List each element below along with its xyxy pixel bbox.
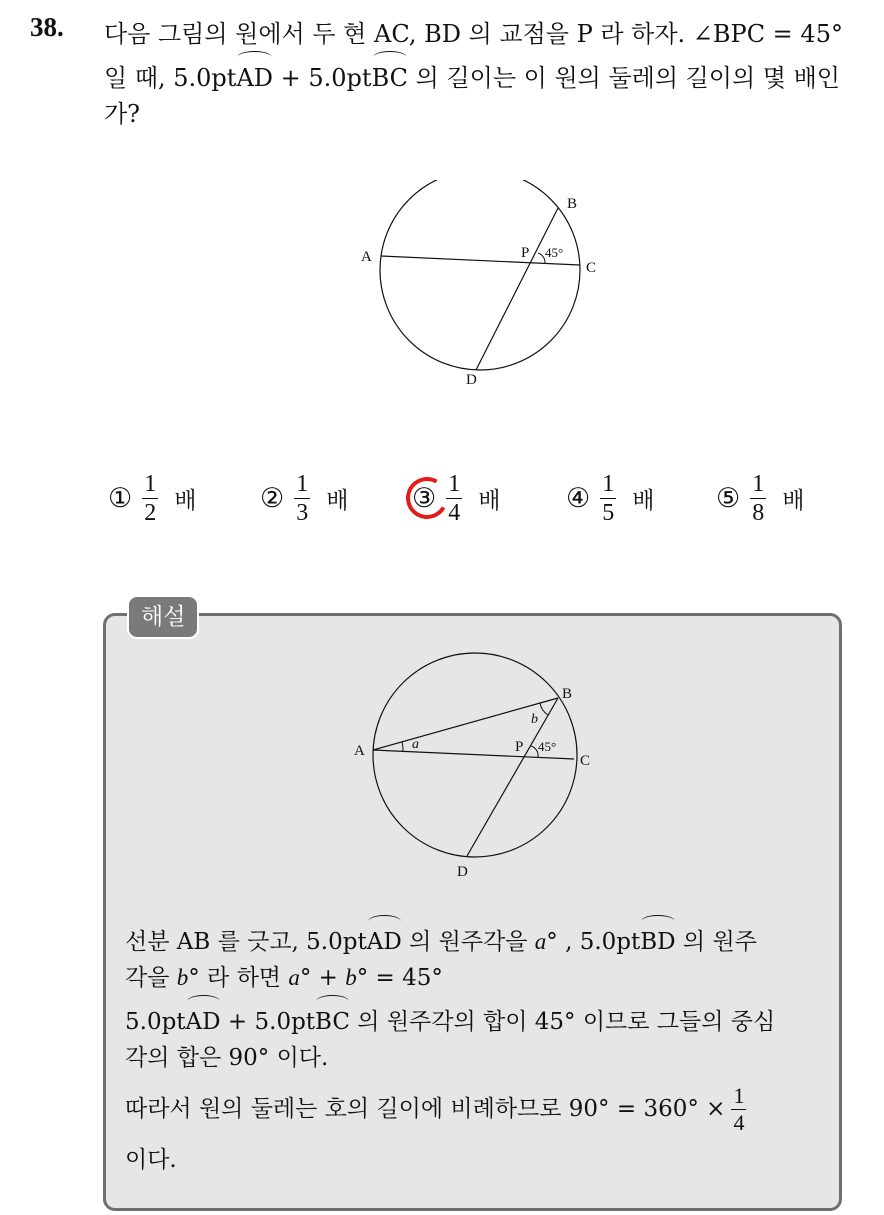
s2-var-b: b xyxy=(176,965,189,990)
s1-mid2: ° , 5.0pt xyxy=(546,929,641,955)
label-d: D xyxy=(457,864,468,880)
solution-line-3 xyxy=(125,998,830,1038)
choice-4-den: 5 xyxy=(602,499,615,526)
angle-b-label: b xyxy=(531,712,538,727)
label-b: B xyxy=(562,686,573,702)
solution-line-1 xyxy=(125,918,830,958)
angle-arc-a xyxy=(402,742,403,751)
choice-1-num: 1 xyxy=(144,470,157,497)
choice-4-marker: ④ xyxy=(566,482,591,514)
choice-1[interactable] xyxy=(108,460,196,536)
angle-arc-b xyxy=(540,703,548,715)
choice-4[interactable] xyxy=(566,460,654,536)
choice-3-marker: ③ xyxy=(412,482,437,514)
choice-1-fraction xyxy=(142,470,158,527)
s3-mid: + 5.0pt xyxy=(220,1009,316,1035)
question-text xyxy=(104,14,864,134)
choice-5-num: 1 xyxy=(752,470,765,497)
choice-1-den: 2 xyxy=(144,499,157,526)
solution-line-4: 각의 합은 90° 이다. xyxy=(125,1045,329,1071)
choice-2-den: 3 xyxy=(296,499,309,526)
s3-pre: 5.0pt xyxy=(125,1009,186,1035)
s5-num: 1 xyxy=(733,1082,745,1108)
label-c: C xyxy=(580,753,591,769)
circle xyxy=(380,180,580,370)
label-c: C xyxy=(586,260,597,276)
chord-bd xyxy=(467,698,558,856)
arc-bc: BC xyxy=(372,54,408,98)
solution-line-5 xyxy=(125,1078,830,1140)
s3-arc-ad: AD xyxy=(186,998,221,1042)
question-line-3: 가? xyxy=(104,100,141,128)
answer-choices xyxy=(108,460,828,536)
choice-2-num: 1 xyxy=(296,470,309,497)
choice-1-marker: ① xyxy=(108,482,133,514)
s5-fraction xyxy=(731,1083,746,1136)
question-figure xyxy=(355,180,605,395)
question-line-2-post: 의 길이는 이 원의 둘레의 길이의 몇 배인 xyxy=(408,64,840,92)
angle-arc xyxy=(538,253,545,263)
s5-pre: 따라서 원의 둘레는 호의 길이에 비례하므로 90° = 360° × xyxy=(125,1096,726,1122)
question-number: 38. xyxy=(30,12,64,42)
choice-3-num: 1 xyxy=(448,470,461,497)
choice-2-fraction xyxy=(294,470,310,527)
solution-text xyxy=(125,918,830,1180)
choice-5-fraction xyxy=(750,470,766,527)
angle-a-label: a xyxy=(412,737,419,752)
s5-den: 4 xyxy=(733,1109,745,1135)
s2-plus: ° + xyxy=(299,965,346,991)
choice-5-unit: 배 xyxy=(782,487,805,514)
choice-5-marker: ⑤ xyxy=(716,482,741,514)
question-line-2-mid: + 5.0pt xyxy=(273,64,372,92)
s2-var-b2: b xyxy=(345,965,357,990)
s2-pre: 각을 xyxy=(125,965,177,991)
label-b: B xyxy=(567,196,578,212)
arc-ad: AD xyxy=(236,54,273,98)
question-line-2-pre: 일 때, 5.0pt xyxy=(104,64,237,92)
angle-label: 45° xyxy=(538,739,557,754)
choice-5-den: 8 xyxy=(752,499,765,526)
label-a: A xyxy=(354,743,365,759)
choice-5[interactable] xyxy=(716,460,804,536)
choice-3[interactable] xyxy=(412,460,500,536)
choice-4-unit: 배 xyxy=(632,487,655,514)
choice-3-den: 4 xyxy=(448,499,461,526)
label-a: A xyxy=(361,249,372,265)
question-line-2 xyxy=(104,54,864,94)
solution-tab: 해설 xyxy=(127,595,199,639)
s1-mid: 의 원주각을 xyxy=(401,929,535,955)
s2-mid: ° 라 하면 xyxy=(188,965,289,991)
angle-label: 45° xyxy=(545,245,564,260)
s1-arc-ad: AD xyxy=(367,918,402,962)
choice-4-num: 1 xyxy=(602,470,615,497)
s2-var-a: a xyxy=(288,965,300,990)
s1-pre: 선분 AB 를 긋고, 5.0pt xyxy=(125,929,367,955)
s1-post: 의 원주 xyxy=(675,929,757,955)
choice-3-fraction xyxy=(446,470,462,527)
choice-2[interactable] xyxy=(260,460,348,536)
choice-2-unit: 배 xyxy=(326,487,349,514)
s1-var-a: a xyxy=(534,929,547,954)
solution-line-2 xyxy=(125,958,830,998)
label-p: P xyxy=(521,245,530,261)
s1-arc-bd: BD xyxy=(640,918,675,962)
solution-line-6: 이다. xyxy=(125,1147,177,1173)
s3-post: 의 원주각의 합이 45° 이므로 그들의 중심 xyxy=(349,1009,776,1035)
question-line-1: 다음 그림의 원에서 두 현 AC, BD 의 교점을 P 라 하자. ∠BPC = 45° xyxy=(104,20,843,48)
s2-post: ° = 45° xyxy=(356,965,443,991)
choice-2-marker: ② xyxy=(260,482,285,514)
label-d: D xyxy=(466,372,477,388)
s3-arc-bc: BC xyxy=(315,998,350,1042)
choice-3-unit: 배 xyxy=(478,487,501,514)
choice-1-unit: 배 xyxy=(174,487,197,514)
solution-figure xyxy=(350,650,610,880)
choice-4-fraction xyxy=(600,470,616,527)
label-p: P xyxy=(515,739,524,755)
